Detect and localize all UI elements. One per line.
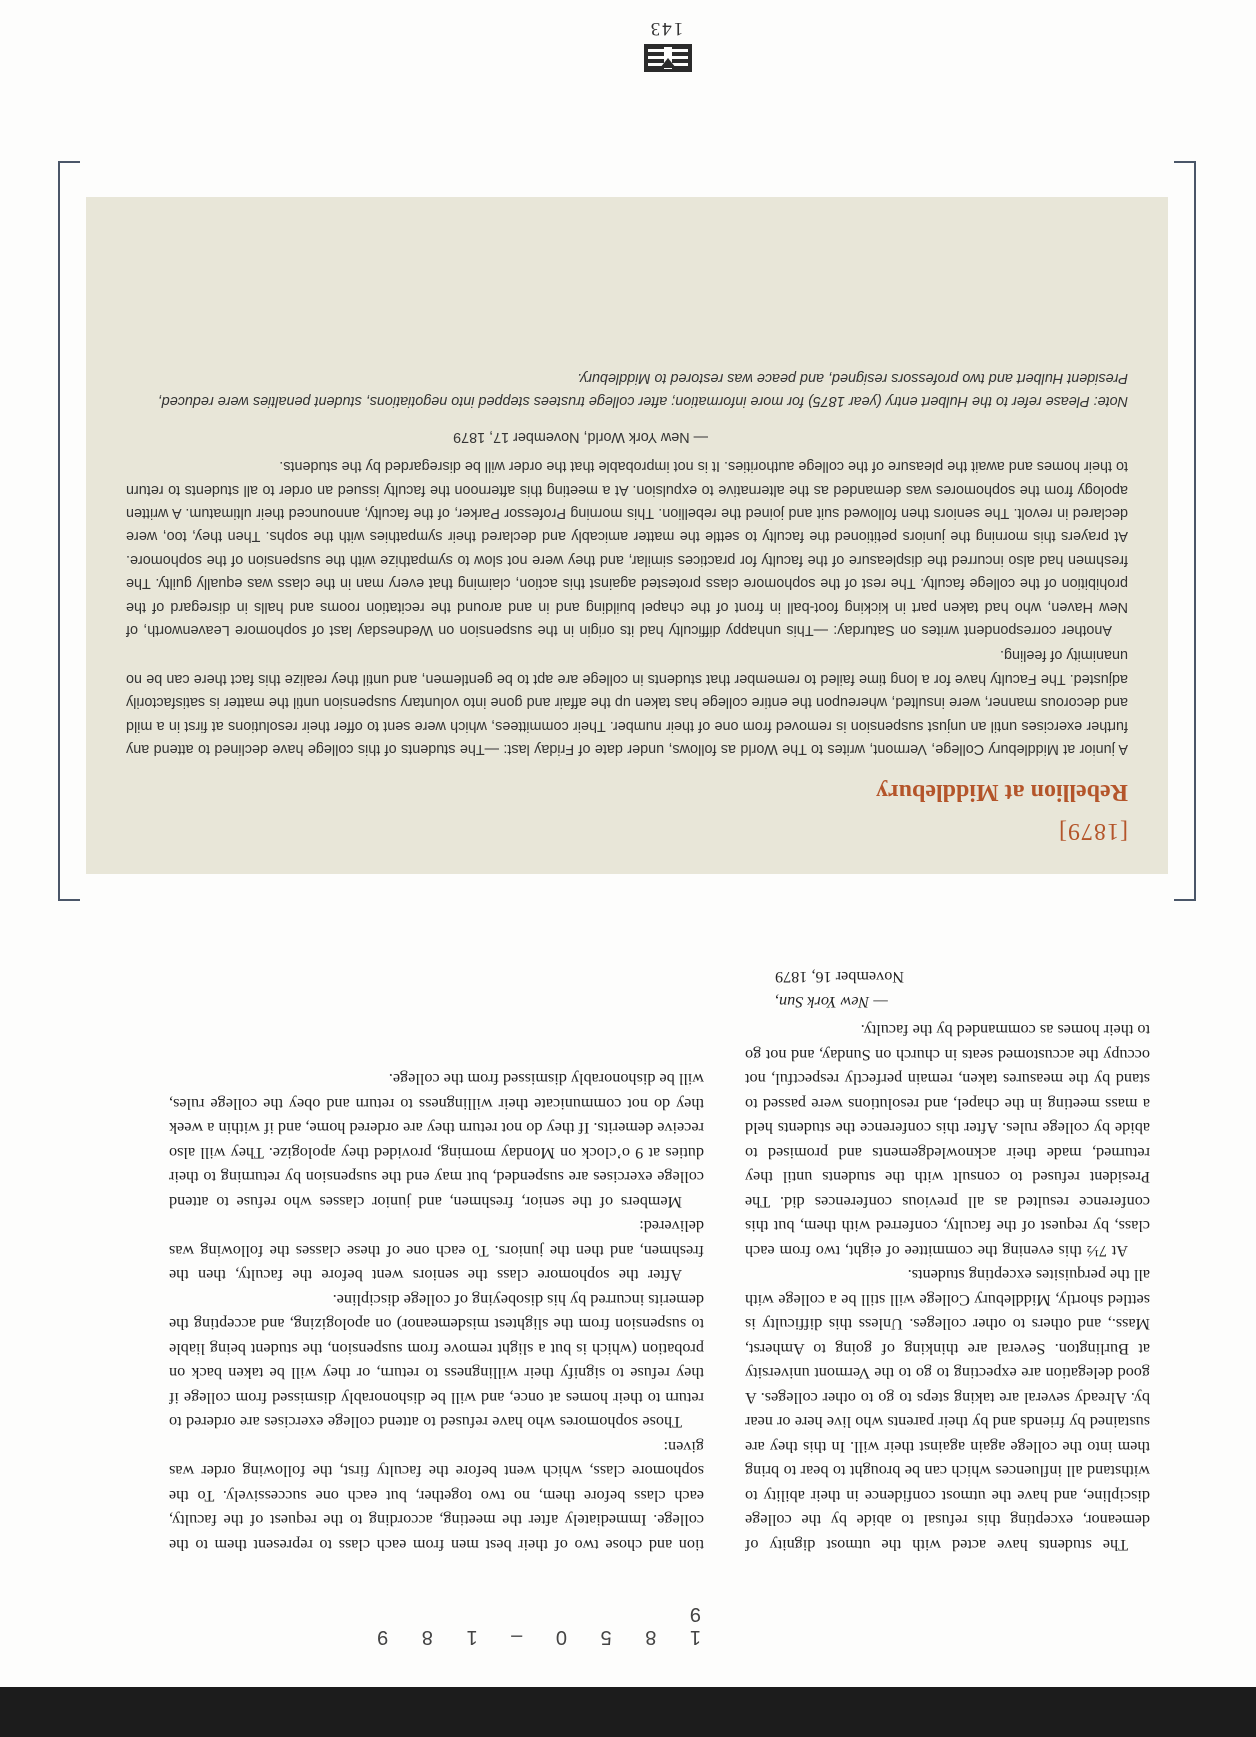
attribution (745, 965, 1150, 1014)
paragraph: At 7½ this evening the committee of eight, two from each class, by request of the faculty, conferred with them, but this conference resulted as all previous conferences did. The President refused to consult with the students until they returned, made their acknowledgements and promised to abide by college rules. After this conference the students held a mass meeting in the chapel, and resolutions were passed to stand by the measures taken, remain perfectly respectful, not occupy the accustomed seats in church on Sunday, and not go to their homes as commanded by the faculty. (745, 1021, 1150, 1260)
sidebar-note: Note: Please refer to the Hulbert entry (year 1875) for more information; after college trustees stepped into negotiations, student penalties were reduced, President Hulbert and two professors resigned, and peace was restored to Middlebury. (157, 369, 1128, 410)
sidebar-attribution: — New York World, November 17, 1879 (453, 428, 708, 445)
paragraph: tion and chose two of their best men from each class to represent them to the college. Immediately after the meeting, according to the request of the faculty, each class before them, no two together, but each one successively. To the sophomore class, which went before the faculty first, the following order was given: (169, 1438, 704, 1554)
left-text-column (169, 1067, 704, 1557)
printer-ornament-icon (644, 44, 692, 72)
running-head: 1 8 5 0 – 1 8 9 9 (363, 1603, 701, 1648)
attribution-date: November 16, 1879 (775, 968, 905, 987)
page-edge-bar (0, 1687, 1256, 1737)
sidebar-bracket-left (1174, 161, 1196, 901)
sidebar-paragraph: Another correspondent writes on Saturday: —This unhappy difficulty had its origin in the suspension on Wednesday last of sophomore Leavenworth, of New Haven, who had taken part in kicking foot-ball in front of the chapel building and in and around the recitation rooms and halls in disregard of the prohibition of the college faculty. The rest of the sophomore class protested against this action, claiming that every man in the class was equally guilty. The freshmen had also incurred the displeasure of the faculty for practices similar, and they were not slow to sympathize with the suspension of the sophomore. At prayers this morning the juniors petitioned the faculty to settle the matter amicably and declared their sympathies with the sophs. Then they, too, were declared in revolt. The seniors then followed suit and joined the rebellion. This morning Professor Parker, of the faculty, announced their ultimatum. A written apology from the sophomores was demanded as the alternative to expulsion. At a meeting this afternoon the faculty issued an order to all students to return to their homes and await the pleasure of the college authorities. It is not improbable that the order will be disregarded by the students. (126, 458, 1128, 638)
sidebar-year: [1879] (1058, 818, 1128, 844)
page-number: 143 (648, 18, 684, 39)
sidebar-box (86, 197, 1168, 874)
sidebar-bracket-right (58, 161, 80, 901)
paragraph: Those sophomores who have refused to attend college exercises are ordered to return to their homes at once, and will be dishonorably dismissed from college if they refuse to signify their willingness to return, or they will be taken back on probation (which is but a slight remove from suspension, the student being liable to suspension from the slightest misdemeanor) on apologizing, and accepting the demerits incurred by his disobeying of college discipline. (169, 1291, 704, 1432)
attribution-source: — New York Sun, (775, 993, 888, 1011)
paragraph: After the sophomore class the seniors went before the faculty, then the freshmen, and then the juniors. To each one of these classes the following was delivered: (169, 1217, 704, 1285)
paragraph: The students have acted with the utmost dignity of demeanor, excepting this refusal to abide by the college discipline, and have the utmost confidence in their ability to withstand all influences which can be brought to bear to bring them into the college again against their will. In this they are sustained by friends and by their parents who live here or near by. Already several are taking steps to go to other colleges. A good delegation are expecting to go to the Vermont university at Burlington. Several are thinking of going to Amherst, Mass., and others to other colleges. Unless this difficulty is settled shortly, Middlebury College will still be a college with all the perquisites excepting students. (745, 1266, 1150, 1554)
right-text-column (745, 965, 1150, 1557)
paragraph: Members of the senior, freshmen, and junior classes who refuse to attend college exercises are suspended, but may end the suspension by returning to their duties at 9 o’clock on Monday morning, provided they apologize. They will also receive demerits. If they do not return they are ordered home, and if within a week they do not communicate their willingness to return and obey the college rules, will be dishonorably dismissed from the college. (169, 1070, 704, 1211)
sidebar-paragraph: A junior at Middlebury College, Vermont, writes to The World as follows, under date of Friday last: —The students of this college have declined to attend any further exercises until an unjust suspension is removed from one of their number. Their committees, which were sent to offer their resolutions at first in a mild and decorous manner, were insulted, whereupon the entire college has taken up the affair and gone into voluntary suspension until the matter is satisfactorily adjusted. The Faculty have for a long time failed to remember that students in college are apt to be gentlemen, and until they realize this fact there can be no unanimity of feeling. (126, 647, 1128, 757)
sidebar-title: Rebellion at Middlebury (875, 779, 1128, 805)
